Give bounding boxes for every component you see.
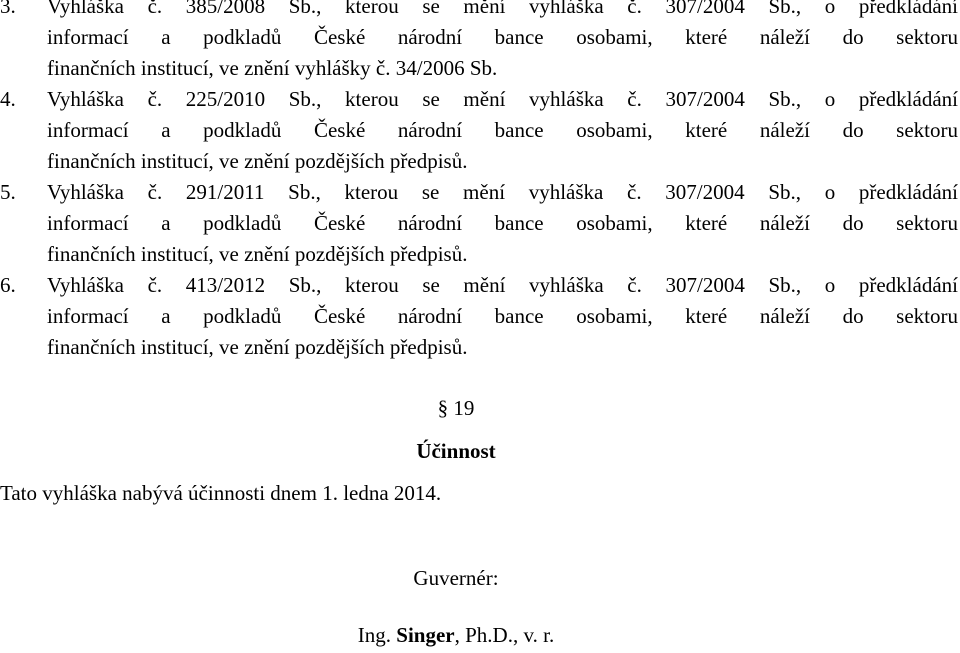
item-number: 3. bbox=[0, 0, 16, 18]
signature-prefix: Ing. bbox=[357, 623, 397, 647]
item-line: informací a podkladů České národní bance osobami, které náleží do sektoru bbox=[47, 211, 958, 235]
item-line: finančních institucí, ve znění vyhlášky č. 34/2006 Sb. bbox=[47, 56, 498, 80]
item-line: finančních institucí, ve znění pozdějších předpisů. bbox=[47, 242, 468, 266]
item-number: 4. bbox=[0, 87, 16, 111]
signature-name: Singer bbox=[396, 623, 455, 647]
item-line: finančních institucí, ve znění pozdějších předpisů. bbox=[47, 149, 468, 173]
item-text bbox=[47, 0, 958, 84]
signature-role: Guvernér: bbox=[413, 566, 499, 590]
item-number: 6. bbox=[0, 273, 16, 297]
list-item bbox=[0, 177, 958, 270]
item-line: Vyhláška č. 225/2010 Sb., kterou se mění vyhláška č. 307/2004 Sb., o předkládání bbox=[47, 87, 958, 111]
item-line: Vyhláška č. 385/2008 Sb., kterou se mění vyhláška č. 307/2004 Sb., o předkládání bbox=[47, 0, 958, 18]
signature-line bbox=[0, 620, 912, 651]
list-item bbox=[0, 84, 958, 177]
section-heading: Účinnost bbox=[416, 439, 496, 463]
item-line: Vyhláška č. 291/2011 Sb., kterou se mění vyhláška č. 307/2004 Sb., o předkládání bbox=[47, 180, 958, 204]
item-line: informací a podkladů České národní bance osobami, které náleží do sektoru bbox=[47, 25, 958, 49]
section-symbol: § 19 bbox=[437, 396, 475, 420]
item-number: 5. bbox=[0, 180, 16, 204]
section-body: Tato vyhláška nabývá účinnosti dnem 1. ledna 2014. bbox=[0, 481, 442, 505]
item-line: Vyhláška č. 413/2012 Sb., kterou se mění vyhláška č. 307/2004 Sb., o předkládání bbox=[47, 273, 958, 297]
item-text bbox=[47, 84, 958, 177]
signature-suffix: , Ph.D., v. r. bbox=[454, 623, 555, 647]
item-line: informací a podkladů České národní bance osobami, které náleží do sektoru bbox=[47, 118, 958, 142]
item-line: informací a podkladů České národní bance osobami, které náleží do sektoru bbox=[47, 304, 958, 328]
item-text bbox=[47, 270, 958, 363]
list-item bbox=[0, 0, 958, 84]
item-text bbox=[47, 177, 958, 270]
item-line: finančních institucí, ve znění pozdějších předpisů. bbox=[47, 335, 468, 359]
list-item bbox=[0, 270, 958, 363]
